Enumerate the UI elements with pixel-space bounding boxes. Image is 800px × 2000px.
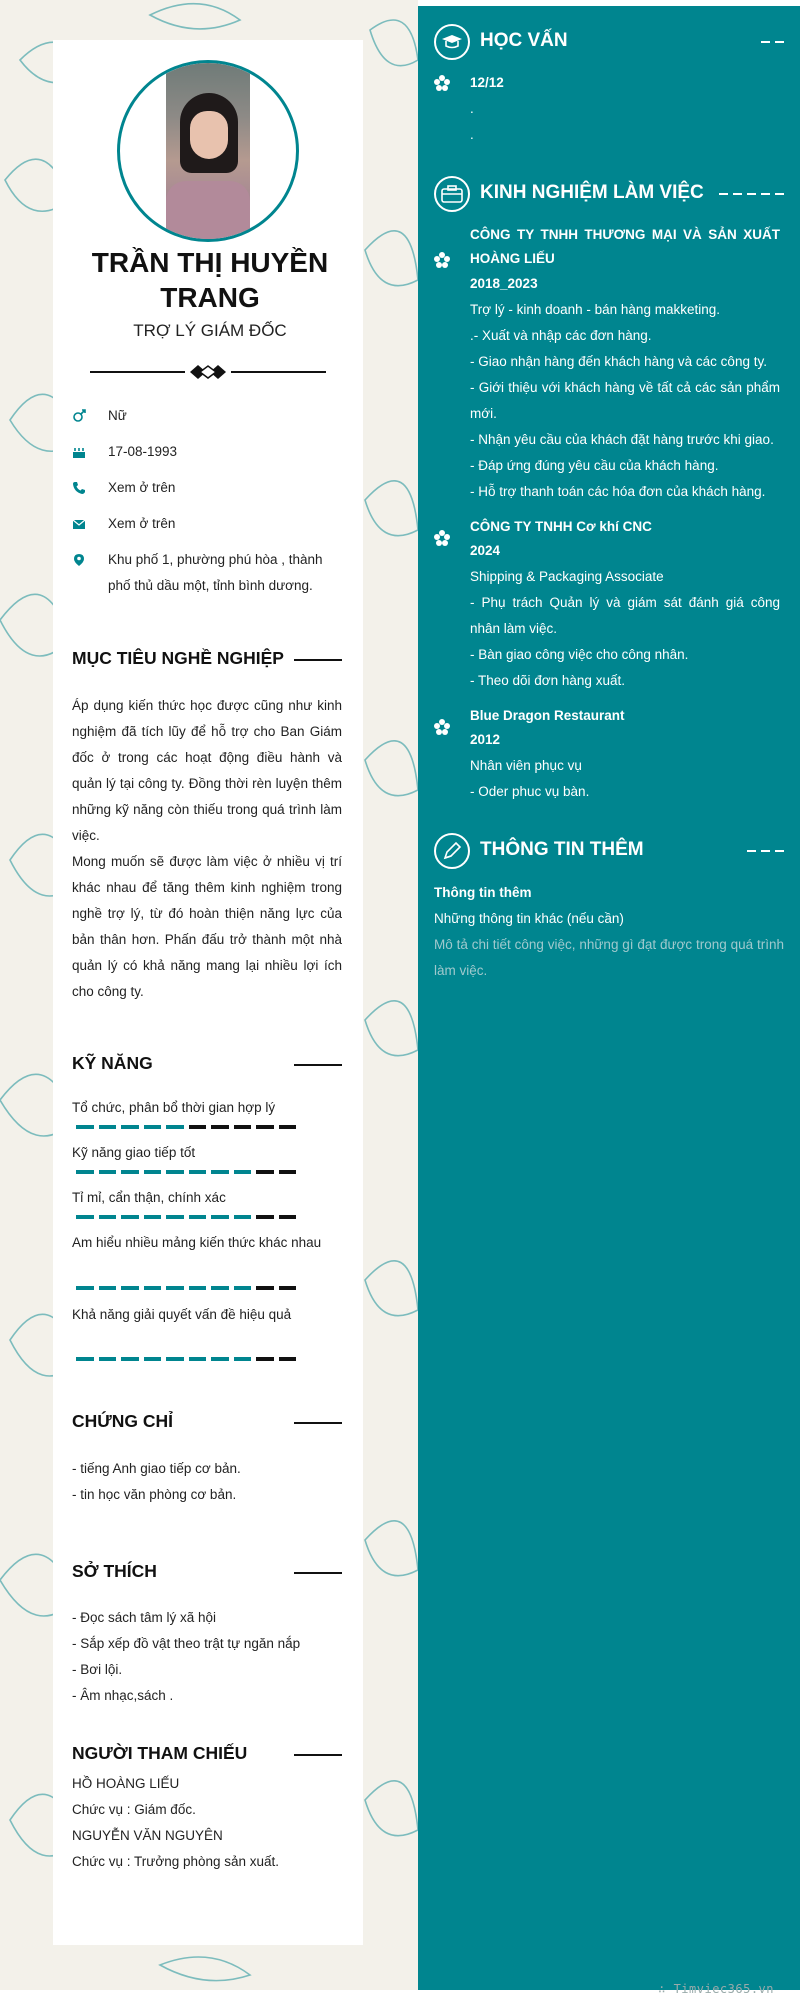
- skill-segment: [279, 1357, 297, 1361]
- list-item: Chức vụ : Giám đốc.: [72, 1802, 196, 1817]
- flower-bullet-icon: [434, 75, 450, 91]
- skill-segment: [211, 1357, 229, 1361]
- education-line-1: .: [470, 101, 474, 116]
- job-2-detail: - Bàn giao công việc cho công nhân.: [470, 647, 689, 662]
- education-time: 12/12: [470, 75, 504, 90]
- skill-segment: [76, 1125, 94, 1129]
- job-2-detail: - Phụ trách Quản lý và giám sát đánh giá công nhân làm việc.: [470, 595, 780, 636]
- skill-level-bar: [76, 1170, 296, 1174]
- certificates-heading: CHỨNG CHỈ: [72, 1411, 342, 1435]
- location-pin-icon: [72, 553, 86, 567]
- skill-segment: [211, 1286, 229, 1290]
- job-3-company: Blue Dragon Restaurant: [470, 708, 625, 723]
- briefcase-icon: [434, 176, 470, 212]
- job-1-detail: - Hỗ trợ thanh toán các hóa đơn của khách hàng.: [470, 484, 766, 499]
- skill-segment: [234, 1215, 252, 1219]
- experience-heading: KINH NGHIỆM LÀM VIỆC: [434, 176, 784, 216]
- job-3-time: 2012: [470, 732, 501, 747]
- skill-segment: [234, 1357, 252, 1361]
- profile-photo: [166, 63, 250, 241]
- flower-bullet-icon: [434, 530, 450, 546]
- job-1-detail: - Đáp ứng đúng yêu cầu của khách hàng.: [470, 458, 719, 473]
- skill-segment: [144, 1286, 162, 1290]
- job-1-detail: - Nhận yêu cầu của khách đặt hàng trước khi giao.: [470, 432, 774, 447]
- skill-segment: [99, 1170, 117, 1174]
- skill-segment: [189, 1125, 207, 1129]
- job-3-role: Nhân viên phục vụ: [470, 758, 582, 773]
- skill-segment: [99, 1215, 117, 1219]
- job-3-detail: - Oder phuc vụ bàn.: [470, 784, 590, 799]
- cake-icon: [72, 445, 86, 459]
- skill-segment: [256, 1286, 274, 1290]
- extra-line-2: Mô tả chi tiết công việc, những gì đạt được trong quá trình làm việc.: [434, 937, 784, 978]
- skill-segment: [76, 1286, 94, 1290]
- skill-segment: [144, 1357, 162, 1361]
- skill-segment: [256, 1170, 274, 1174]
- skill-segment: [211, 1170, 229, 1174]
- list-item: - tin học văn phòng cơ bản.: [72, 1487, 237, 1502]
- graduation-cap-icon: [434, 24, 470, 60]
- skill-segment: [256, 1357, 274, 1361]
- skill-label: Kỹ năng giao tiếp tốt: [72, 1145, 196, 1160]
- skill-segment: [234, 1125, 252, 1129]
- skill-segment: [99, 1286, 117, 1290]
- extra-info-heading: THÔNG TIN THÊM: [434, 833, 784, 873]
- skill-segment: [166, 1357, 184, 1361]
- job-2-company: CÔNG TY TNHH Cơ khí CNC: [470, 519, 652, 534]
- job-1-detail: - Giới thiệu với khách hàng về tất cả các sản phẩm mới.: [470, 380, 780, 421]
- skill-segment: [279, 1125, 297, 1129]
- full-name: TRẦN THỊ HUYỀN TRANG: [91, 247, 329, 313]
- extra-subtitle: Thông tin thêm: [434, 885, 532, 900]
- list-item: - Sắp xếp đồ vật theo trật tự ngăn nắp: [72, 1636, 301, 1651]
- skill-segment: [211, 1125, 229, 1129]
- references-heading: NGƯỜI THAM CHIẾU: [72, 1743, 342, 1767]
- skill-segment: [166, 1125, 184, 1129]
- skill-segment: [76, 1357, 94, 1361]
- objective-heading: MỤC TIÊU NGHỀ NGHIỆP: [72, 648, 342, 672]
- pencil-icon: [434, 833, 470, 869]
- flower-bullet-icon: [434, 719, 450, 735]
- skill-level-bar: [76, 1125, 296, 1129]
- list-item: HỒ HOÀNG LIẾU: [72, 1776, 180, 1791]
- skill-segment: [166, 1215, 184, 1219]
- list-item: - Âm nhạc,sách .: [72, 1688, 174, 1703]
- job-2-detail: - Theo dõi đơn hàng xuất.: [470, 673, 625, 688]
- skill-segment: [256, 1125, 274, 1129]
- list-item: NGUYỄN VĂN NGUYÊN: [72, 1828, 223, 1843]
- watermark: ∴ Timviec365.vn: [658, 1982, 774, 1996]
- job-1-role: Trợ lý - kinh doanh - bán hàng makketing.: [470, 302, 720, 317]
- gender-icon: [72, 409, 86, 423]
- skill-segment: [189, 1286, 207, 1290]
- skill-segment: [76, 1170, 94, 1174]
- skill-segment: [76, 1215, 94, 1219]
- skill-level-bar: [76, 1357, 296, 1361]
- job-1-detail: .- Xuất và nhập các đơn hàng.: [470, 328, 652, 343]
- skill-segment: [121, 1357, 139, 1361]
- phone-icon: [72, 481, 86, 495]
- job-1-time: 2018_2023: [470, 276, 538, 291]
- skill-segment: [144, 1215, 162, 1219]
- job-1-company: CÔNG TY TNHH THƯƠNG MẠI VÀ SẢN XUẤT HOÀNG LIẾU: [470, 227, 780, 266]
- envelope-icon: [72, 517, 86, 531]
- list-item: - Đọc sách tâm lý xã hội: [72, 1610, 217, 1625]
- skill-segment: [121, 1125, 139, 1129]
- skill-level-bar: [76, 1215, 296, 1219]
- skill-segment: [144, 1125, 162, 1129]
- flower-bullet-icon: [434, 252, 450, 268]
- list-item: - Bơi lội.: [72, 1662, 123, 1677]
- skill-segment: [279, 1286, 297, 1290]
- name-divider: [90, 365, 326, 379]
- avatar: [117, 60, 299, 242]
- job-position: TRỢ LÝ GIÁM ĐỐC: [133, 321, 287, 340]
- objective-paragraph-1: Áp dụng kiến thức học được cũng như kinh nghiệm đã tích lũy để hỗ trợ cho Ban Giám đốc ở trong các hoạt động điều hành và quản lý tại công ty. Đồng thời rèn luyện thêm những kỹ năng còn thiếu trong quá trình làm việc.: [72, 698, 342, 843]
- skill-segment: [279, 1170, 297, 1174]
- skill-segment: [189, 1357, 207, 1361]
- skill-label: Am hiểu nhiều mảng kiến thức khác nhau: [72, 1235, 322, 1250]
- skill-segment: [279, 1215, 297, 1219]
- job-2-time: 2024: [470, 543, 501, 558]
- hobbies-heading: SỞ THÍCH: [72, 1561, 342, 1585]
- skill-segment: [234, 1170, 252, 1174]
- skill-segment: [166, 1286, 184, 1290]
- skill-segment: [234, 1286, 252, 1290]
- skill-segment: [99, 1125, 117, 1129]
- skill-label: Tổ chức, phân bổ thời gian hợp lý: [72, 1100, 276, 1115]
- education-line-2: .: [470, 127, 474, 142]
- skill-segment: [144, 1170, 162, 1174]
- skill-level-bar: [76, 1286, 296, 1290]
- skill-segment: [121, 1286, 139, 1290]
- skill-label: Khả năng giải quyết vấn đề hiệu quả: [72, 1307, 292, 1322]
- skill-segment: [121, 1215, 139, 1219]
- skills-heading: KỸ NĂNG: [72, 1053, 342, 1077]
- job-2-role: Shipping & Packaging Associate: [470, 569, 664, 584]
- education-heading: HỌC VẤN: [434, 24, 784, 64]
- list-item: - tiếng Anh giao tiếp cơ bản.: [72, 1461, 241, 1476]
- skill-segment: [211, 1215, 229, 1219]
- skill-label: Tỉ mỉ, cẩn thận, chính xác: [72, 1190, 226, 1205]
- skill-segment: [256, 1215, 274, 1219]
- objective-paragraph-2: Mong muốn sẽ được làm việc ở nhiều vị trí khác nhau để tăng thêm kinh nghiệm trong nghề trợ lý, từ đó hoàn thiện năng lực của bản thân hơn. Phấn đấu trở thành một nhà quản lý có khả năng mang lại nhiều lợi ích cho công ty.: [72, 854, 342, 999]
- skill-segment: [99, 1357, 117, 1361]
- list-item: Chức vụ : Trưởng phòng sản xuất.: [72, 1854, 280, 1869]
- skill-segment: [121, 1170, 139, 1174]
- extra-line-1: Những thông tin khác (nếu cần): [434, 911, 624, 926]
- job-1-detail: - Giao nhận hàng đến khách hàng và các công ty.: [470, 354, 767, 369]
- skill-segment: [189, 1215, 207, 1219]
- skill-segment: [166, 1170, 184, 1174]
- skill-segment: [189, 1170, 207, 1174]
